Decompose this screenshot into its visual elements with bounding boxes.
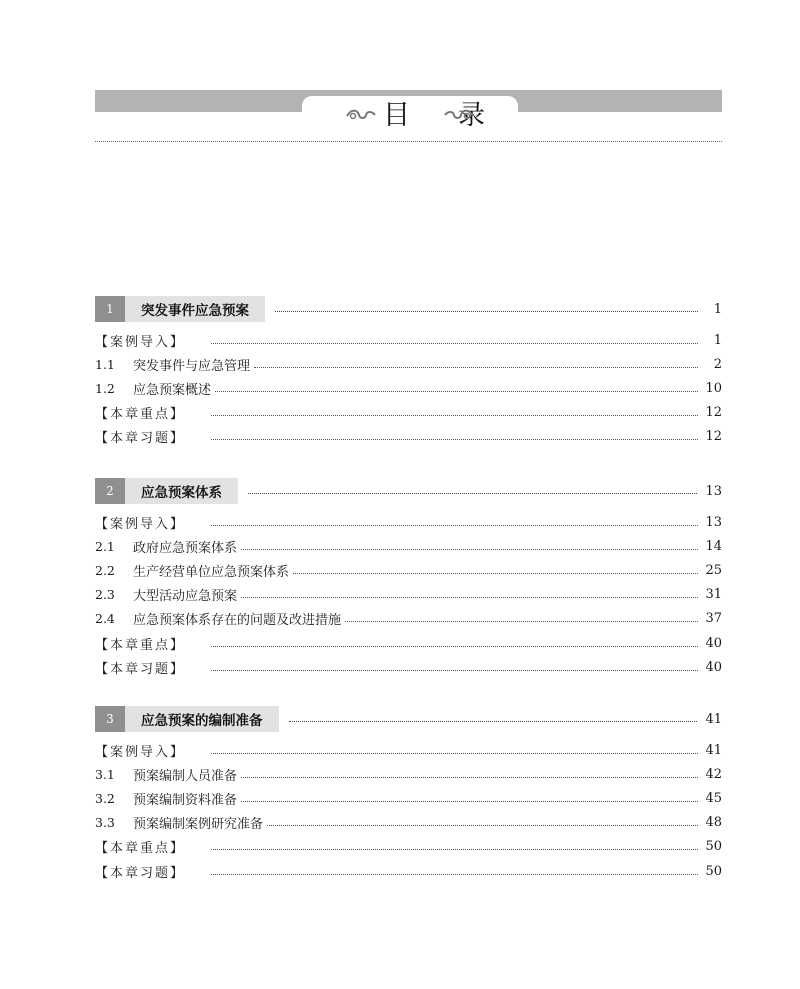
entry-page: 25 (705, 562, 722, 578)
toc-entry[interactable] (95, 811, 722, 835)
chapter-heading[interactable] (95, 478, 722, 504)
dot-leader (211, 874, 698, 875)
entry-page: 42 (705, 766, 722, 782)
entry-page: 48 (705, 815, 722, 831)
entry-page: 12 (705, 405, 722, 421)
toc-entry[interactable] (95, 655, 722, 679)
chapter-page: 41 (705, 711, 722, 727)
entry-label: 预案编制资料准备 (133, 792, 238, 808)
entry-number: 2.2 (95, 562, 115, 578)
toc-entry[interactable] (95, 607, 722, 631)
entry-number: 3.2 (95, 790, 115, 806)
entry-page: 37 (705, 611, 722, 627)
chapter-number: 3 (95, 706, 125, 732)
entry-label: 【案例导入】 (95, 516, 186, 532)
entry-number: 2.1 (95, 538, 115, 554)
entry-page: 41 (705, 742, 722, 758)
toc-entry[interactable] (95, 631, 722, 655)
entry-label: 预案编制案例研究准备 (133, 817, 264, 833)
entry-label: 大型活动应急预案 (133, 589, 238, 605)
entry-page: 2 (713, 356, 722, 372)
entry-label: 【案例导入】 (95, 744, 186, 760)
dot-leader (345, 621, 698, 622)
entry-page: 31 (705, 587, 722, 603)
dot-leader (211, 670, 698, 671)
dot-leader (254, 367, 698, 368)
toc-entry[interactable] (95, 376, 722, 400)
chapter-number: 2 (95, 478, 125, 504)
toc-entry[interactable] (95, 583, 722, 607)
dot-leader (275, 311, 698, 312)
entry-number: 1.2 (95, 380, 115, 396)
dot-leader (211, 646, 698, 647)
entry-number: 3.1 (95, 766, 115, 782)
entry-number: 2.4 (95, 611, 115, 627)
dot-leader (215, 391, 698, 392)
dot-leader (211, 525, 698, 526)
dot-leader (211, 753, 698, 754)
entry-number: 2.3 (95, 587, 115, 603)
chapter-number: 1 (95, 296, 125, 322)
entry-label: 【本章习题】 (95, 865, 186, 881)
toc-entry[interactable] (95, 510, 722, 534)
dot-leader (293, 573, 698, 574)
toc-entry[interactable] (95, 786, 722, 810)
toc-entry[interactable] (95, 835, 722, 859)
entry-label: 应急预案体系存在的问题及改进措施 (133, 613, 342, 629)
toc-entry[interactable] (95, 859, 722, 883)
entry-page: 40 (705, 635, 722, 651)
entry-page: 12 (705, 429, 722, 445)
entry-label: 【本章习题】 (95, 431, 186, 447)
toc-entry[interactable] (95, 762, 722, 786)
dot-leader (267, 825, 698, 826)
dot-leader (211, 439, 698, 440)
entry-page: 1 (713, 332, 722, 348)
dot-leader (211, 415, 698, 416)
toc-entry[interactable] (95, 738, 722, 762)
entry-label: 生产经营单位应急预案体系 (133, 564, 290, 580)
entry-label: 【本章习题】 (95, 661, 186, 677)
toc-entry[interactable] (95, 558, 722, 582)
entry-page: 14 (705, 538, 722, 554)
dot-leader (248, 493, 697, 494)
entry-page: 13 (705, 514, 722, 530)
dot-leader (241, 549, 698, 550)
entry-page: 10 (705, 380, 722, 396)
entry-page: 50 (705, 839, 722, 855)
chapter-3 (95, 706, 722, 883)
chapter-2 (95, 478, 722, 679)
entry-page: 40 (705, 659, 722, 675)
toc-entry[interactable] (95, 401, 722, 425)
header-tab (302, 96, 533, 134)
toc-entry[interactable] (95, 328, 722, 352)
dot-leader (241, 801, 698, 802)
dot-leader (241, 597, 698, 598)
page-title: 目录 (383, 99, 533, 131)
toc-entry[interactable] (95, 534, 722, 558)
entry-page: 50 (705, 863, 722, 879)
entry-number: 1.1 (95, 356, 115, 372)
right-flourish-icon (443, 107, 475, 123)
entry-label: 【本章重点】 (95, 407, 186, 423)
chapter-title: 应急预案体系 (125, 478, 238, 504)
chapter-title: 应急预案的编制准备 (125, 706, 279, 732)
chapter-title: 突发事件应急预案 (125, 296, 265, 322)
toc-entry[interactable] (95, 425, 722, 449)
chapter-heading[interactable] (95, 706, 722, 732)
entry-label: 【案例导入】 (95, 334, 186, 350)
left-flourish-icon (345, 107, 377, 123)
entry-page: 45 (705, 790, 722, 806)
toc-entry[interactable] (95, 352, 722, 376)
dot-leader (211, 849, 698, 850)
entry-label: 政府应急预案体系 (133, 540, 238, 556)
chapter-heading[interactable] (95, 296, 722, 322)
entry-label: 【本章重点】 (95, 637, 186, 653)
entry-label: 【本章重点】 (95, 841, 186, 857)
dot-leader (289, 721, 698, 722)
dot-leader (241, 777, 698, 778)
entry-number: 3.3 (95, 815, 115, 831)
entry-label: 预案编制人员准备 (133, 768, 238, 784)
dot-leader (211, 343, 698, 344)
chapter-page: 13 (705, 483, 722, 499)
entry-label: 突发事件与应急管理 (133, 358, 251, 374)
header-divider (95, 141, 722, 142)
chapter-page: 1 (713, 301, 722, 317)
chapter-1 (95, 296, 722, 449)
entry-label: 应急预案概述 (133, 382, 212, 398)
